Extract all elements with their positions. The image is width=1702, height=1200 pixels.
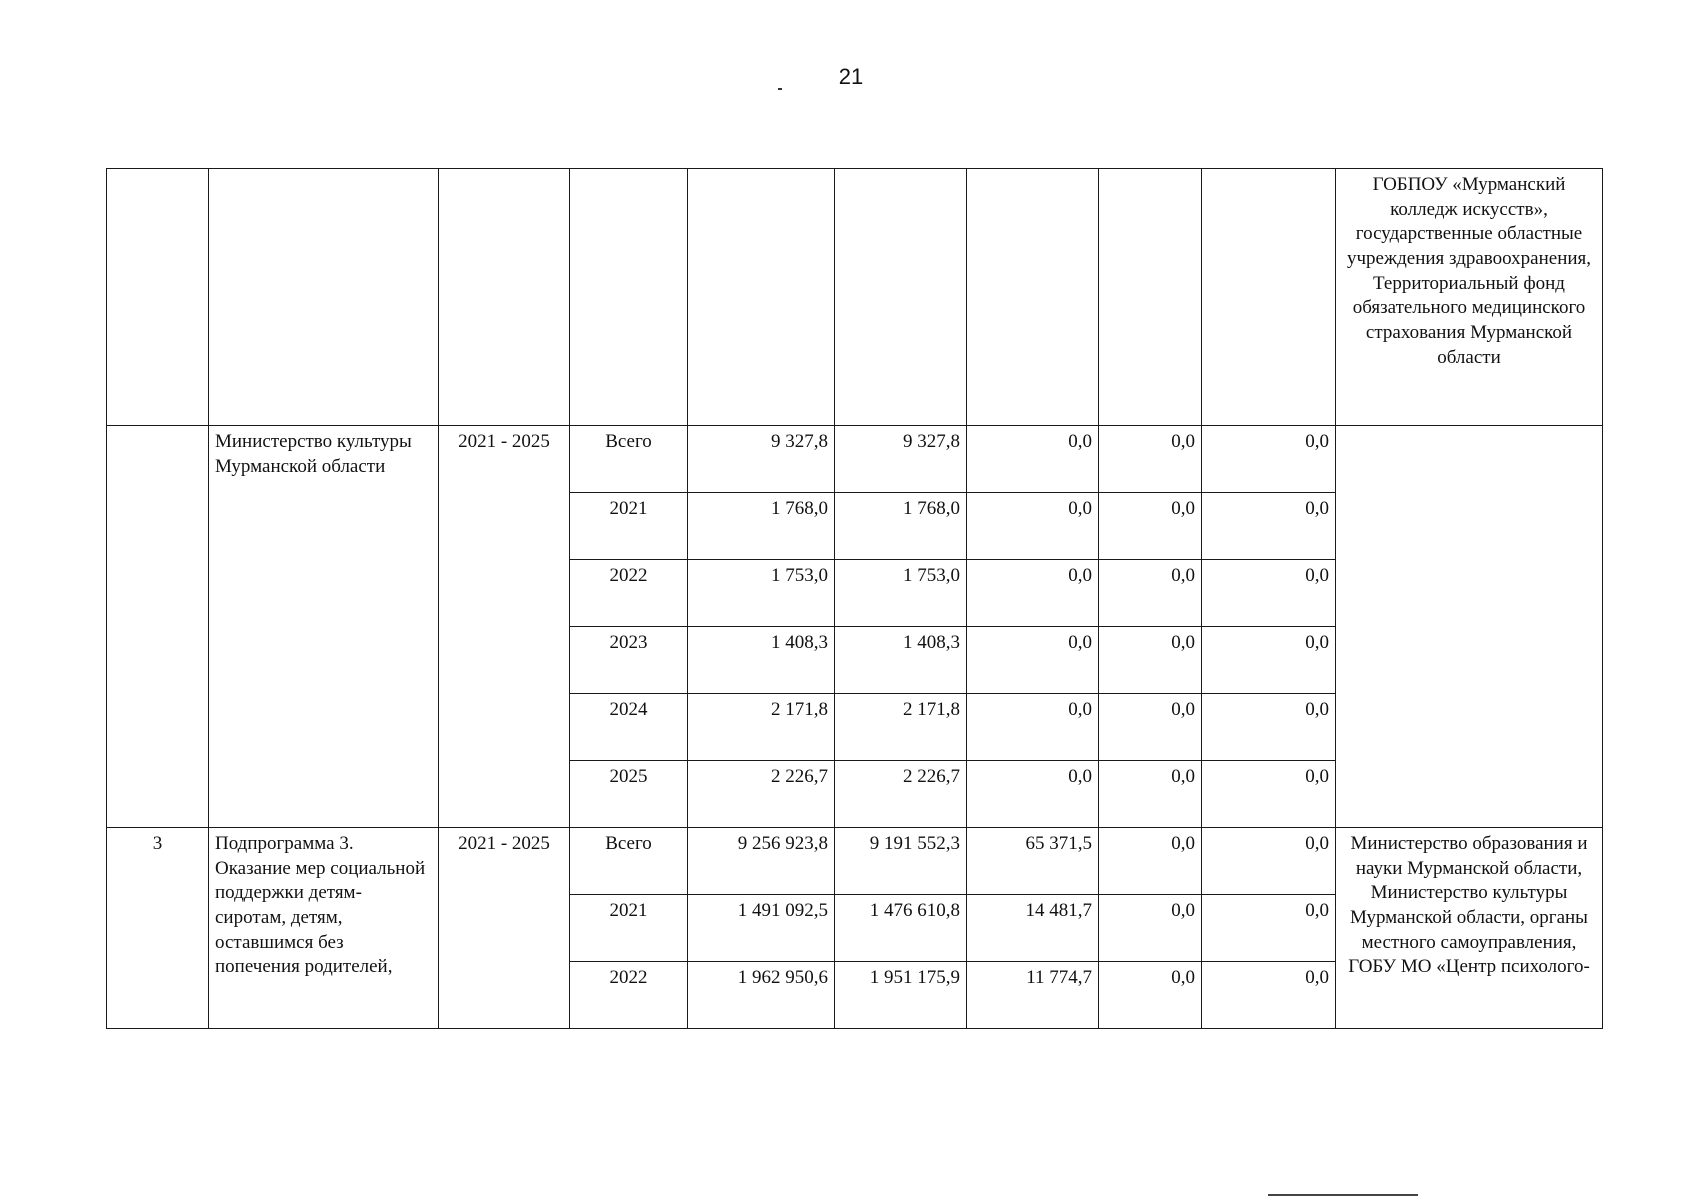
- year-label: 2025: [570, 761, 688, 828]
- year-label: 2022: [570, 560, 688, 627]
- other-amount: 0,0: [1202, 694, 1336, 761]
- federal-amount: 0,0: [967, 493, 1099, 560]
- other-amount: 0,0: [1202, 895, 1336, 962]
- total-amount: 9 256 923,8: [688, 828, 835, 895]
- local-cell: [1099, 169, 1202, 426]
- other-amount: 0,0: [1202, 493, 1336, 560]
- local-amount: 0,0: [1099, 426, 1202, 493]
- table-row: [107, 426, 1603, 493]
- other-amount: 0,0: [1202, 627, 1336, 694]
- year-label: 2021: [570, 493, 688, 560]
- federal-amount: 14 481,7: [967, 895, 1099, 962]
- year-cell: [570, 169, 688, 426]
- other-cell: [1202, 169, 1336, 426]
- regional-amount: 1 408,3: [835, 627, 967, 694]
- total-amount: 2 226,7: [688, 761, 835, 828]
- executors: [1336, 426, 1603, 828]
- year-label: 2021: [570, 895, 688, 962]
- funding-table: [106, 168, 1603, 1029]
- name-cell: [209, 169, 439, 426]
- scan-speck: [778, 88, 782, 90]
- regional-amount: 2 226,7: [835, 761, 967, 828]
- local-amount: 0,0: [1099, 828, 1202, 895]
- period-cell: [439, 169, 570, 426]
- federal-amount: 65 371,5: [967, 828, 1099, 895]
- federal-amount: 0,0: [967, 560, 1099, 627]
- regional-amount: 1 768,0: [835, 493, 967, 560]
- number-cell: [107, 169, 209, 426]
- total-amount: 1 753,0: [688, 560, 835, 627]
- row-number: 3: [107, 828, 209, 1029]
- year-label: 2023: [570, 627, 688, 694]
- local-amount: 0,0: [1099, 627, 1202, 694]
- total-cell: [688, 169, 835, 426]
- federal-amount: 11 774,7: [967, 962, 1099, 1029]
- federal-amount: 0,0: [967, 426, 1099, 493]
- year-label: Всего: [570, 828, 688, 895]
- federal-amount: 0,0: [967, 627, 1099, 694]
- continuation-row: [107, 169, 1603, 426]
- other-amount: 0,0: [1202, 426, 1336, 493]
- total-amount: 1 491 092,5: [688, 895, 835, 962]
- regional-amount: 1 753,0: [835, 560, 967, 627]
- federal-amount: 0,0: [967, 761, 1099, 828]
- other-amount: 0,0: [1202, 962, 1336, 1029]
- regional-amount: 9 327,8: [835, 426, 967, 493]
- year-label: 2024: [570, 694, 688, 761]
- local-amount: 0,0: [1099, 560, 1202, 627]
- footer-rule: [1268, 1194, 1418, 1196]
- local-amount: 0,0: [1099, 761, 1202, 828]
- row-number: [107, 426, 209, 828]
- year-label: Всего: [570, 426, 688, 493]
- local-amount: 0,0: [1099, 895, 1202, 962]
- local-amount: 0,0: [1099, 694, 1202, 761]
- regional-amount: 9 191 552,3: [835, 828, 967, 895]
- regional-cell: [835, 169, 967, 426]
- federal-amount: 0,0: [967, 694, 1099, 761]
- program-name: Министерство культуры Мурманской области: [209, 426, 439, 828]
- total-amount: 9 327,8: [688, 426, 835, 493]
- executors-cell: ГОБПОУ «Мурманский колледж искусств», государственные областные учреждения здравоохранения, Территориальный фонд обязательного медицинского страхования Мурманской области: [1336, 169, 1603, 426]
- period: 2021 - 2025: [439, 828, 570, 1029]
- federal-cell: [967, 169, 1099, 426]
- executors: Министерство образования и науки Мурманской области, Министерство культуры Мурманской области, органы местного самоуправления, ГОБУ МО «Центр психолого-: [1336, 828, 1603, 1029]
- year-label: 2022: [570, 962, 688, 1029]
- other-amount: 0,0: [1202, 828, 1336, 895]
- total-amount: 2 171,8: [688, 694, 835, 761]
- regional-amount: 2 171,8: [835, 694, 967, 761]
- program-name: Подпрограмма 3. Оказание мер социальной поддержки детям-сиротам, детям, оставшимся без попечения родителей,: [209, 828, 439, 1029]
- period: 2021 - 2025: [439, 426, 570, 828]
- other-amount: 0,0: [1202, 761, 1336, 828]
- local-amount: 0,0: [1099, 493, 1202, 560]
- local-amount: 0,0: [1099, 962, 1202, 1029]
- total-amount: 1 768,0: [688, 493, 835, 560]
- page-number: 21: [838, 64, 864, 89]
- other-amount: 0,0: [1202, 560, 1336, 627]
- total-amount: 1 408,3: [688, 627, 835, 694]
- regional-amount: 1 951 175,9: [835, 962, 967, 1029]
- regional-amount: 1 476 610,8: [835, 895, 967, 962]
- table-row: [107, 828, 1603, 895]
- total-amount: 1 962 950,6: [688, 962, 835, 1029]
